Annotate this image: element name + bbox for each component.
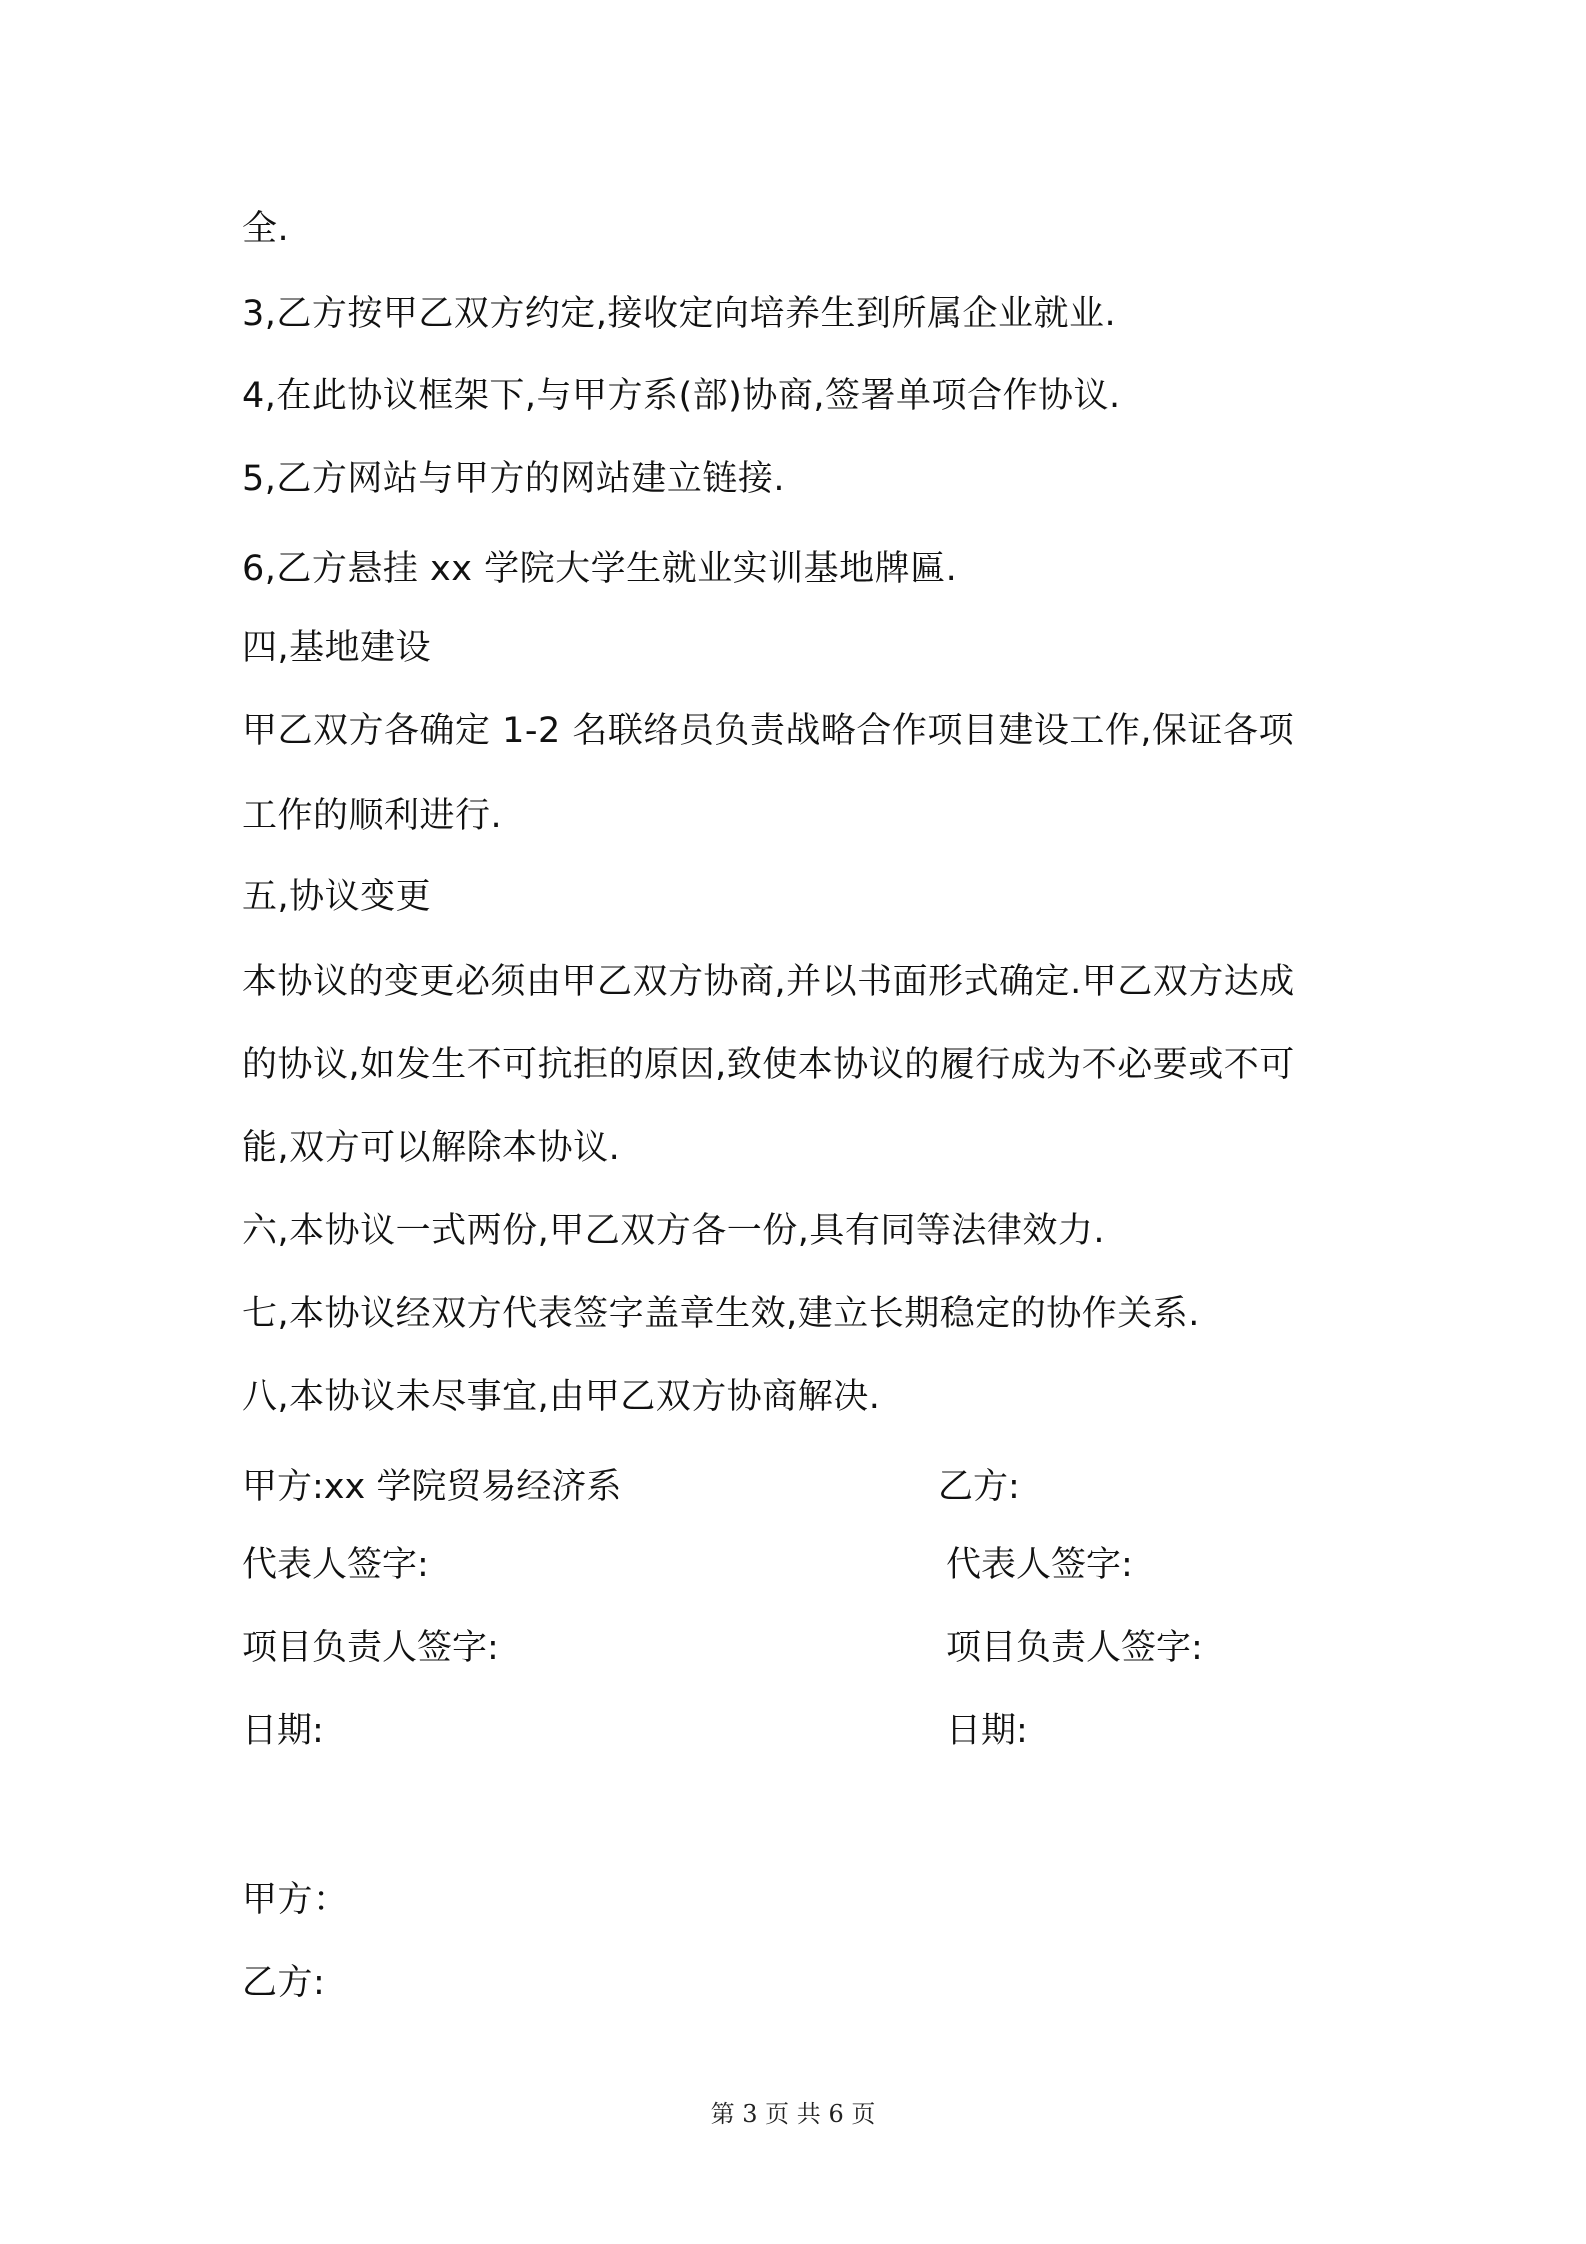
signature-party-a: 甲方:xx 学院贸易经济系 [242,1467,622,1507]
party-b-line: 乙方: [242,1963,326,2003]
body-line: 本协议的变更必须由甲乙双方协商,并以书面形式确定.甲乙双方达成 [242,962,1295,1002]
body-line: 工作的顺利进行. [242,796,503,836]
signature-lead-b: 项目负责人签字: [946,1628,1203,1668]
page-number-footer: 第 3 页 共 6 页 [710,2100,876,2128]
party-a-line: 甲方： [242,1880,349,1920]
section-heading-agreement-change: 五,协议变更 [242,877,432,917]
signature-party-b: 乙方: [938,1467,1020,1507]
clause-3: 3,乙方按甲乙双方约定,接收定向培养生到所属企业就业. [242,294,1117,334]
signature-lead-a: 项目负责人签字: [242,1628,499,1668]
body-line: 全. [242,209,290,249]
clause-6: 6,乙方悬挂 xx 学院大学生就业实训基地牌匾. [242,549,958,589]
body-line: 的协议,如发生不可抗拒的原因,致使本协议的履行成为不必要或不可 [242,1045,1295,1085]
signature-date-b: 日期: [946,1711,1028,1751]
signature-rep-b: 代表人签字: [946,1545,1133,1585]
signature-date-a: 日期: [242,1711,324,1751]
clause-six: 六,本协议一式两份,甲乙双方各一份,具有同等法律效力. [242,1211,1106,1251]
clause-seven: 七,本协议经双方代表签字盖章生效,建立长期稳定的协作关系. [242,1294,1200,1334]
body-line: 能,双方可以解除本协议. [242,1128,621,1168]
clause-5: 5,乙方网站与甲方的网站建立链接. [242,459,786,499]
section-heading-base-construction: 四,基地建设 [242,628,432,668]
clause-eight: 八,本协议未尽事宜,由甲乙双方协商解决. [242,1377,881,1417]
body-line: 甲乙双方各确定 1-2 名联络员负责战略合作项目建设工作,保证各项 [242,711,1295,751]
clause-4: 4,在此协议框架下,与甲方系(部)协商,签署单项合作协议. [242,376,1121,416]
signature-rep-a: 代表人签字: [242,1545,429,1585]
